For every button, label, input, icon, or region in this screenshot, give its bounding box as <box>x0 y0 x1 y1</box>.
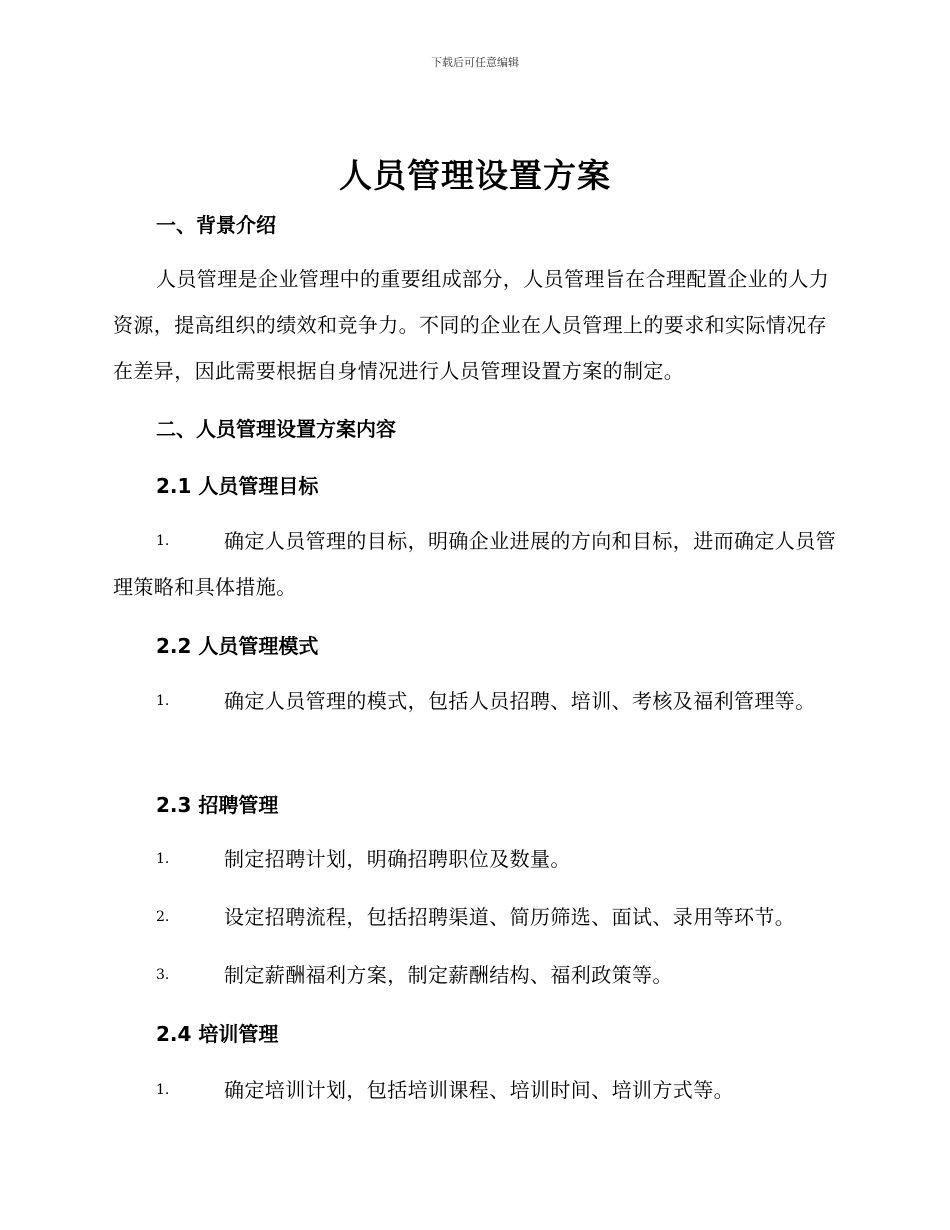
list-item <box>113 678 838 724</box>
subsection-heading-goals: 2.1 人员管理目标 <box>156 474 319 498</box>
section-heading-background: 一、背景介绍 <box>156 213 276 237</box>
document-title: 人员管理设置方案 <box>339 156 611 195</box>
list-item-text: 制定招聘计划，明确招聘职位及数量。 <box>224 847 571 871</box>
list-item <box>113 1067 838 1113</box>
background-paragraph: 人员管理是企业管理中的重要组成部分，人员管理旨在合理配置企业的人力资源，提高组织的绩效和竞争力。不同的企业在人员管理上的要求和实际情况存在差异，因此需要根据自身情况进行人员管理设置方案的制定。 <box>113 267 830 383</box>
subsection-heading-training: 2.4 培训管理 <box>156 1022 279 1046</box>
list-item-text: 设定招聘流程，包括招聘渠道、简历筛选、面试、录用等环节。 <box>224 905 796 929</box>
list-item <box>113 518 838 610</box>
list-item-text: 确定人员管理的模式，包括人员招聘、培训、考核及福利管理等。 <box>224 689 816 713</box>
list-item-number: 1. <box>156 533 170 549</box>
list-item-number: 2. <box>156 909 170 925</box>
header-note: 下载后可任意编辑 <box>431 56 519 69</box>
list-item-number: 1. <box>156 851 170 867</box>
list-item <box>113 836 838 882</box>
subsection-heading-mode: 2.2 人员管理模式 <box>156 634 319 658</box>
list-item-number: 3. <box>156 967 170 983</box>
list-item-text: 确定人员管理的目标，明确企业进展的方向和目标，进而确定人员管理策略和具体措施。 <box>113 529 836 599</box>
list-item-number: 1. <box>156 1082 170 1098</box>
list-item <box>113 894 838 940</box>
list-item-number: 1. <box>156 693 170 709</box>
list-item-text: 制定薪酬福利方案，制定薪酬结构、福利政策等。 <box>224 963 673 987</box>
list-item <box>113 952 838 998</box>
subsection-heading-recruitment: 2.3 招聘管理 <box>156 793 279 817</box>
section-heading-content: 二、人员管理设置方案内容 <box>156 417 396 441</box>
list-item-text: 确定培训计划，包括培训课程、培训时间、培训方式等。 <box>224 1078 734 1102</box>
